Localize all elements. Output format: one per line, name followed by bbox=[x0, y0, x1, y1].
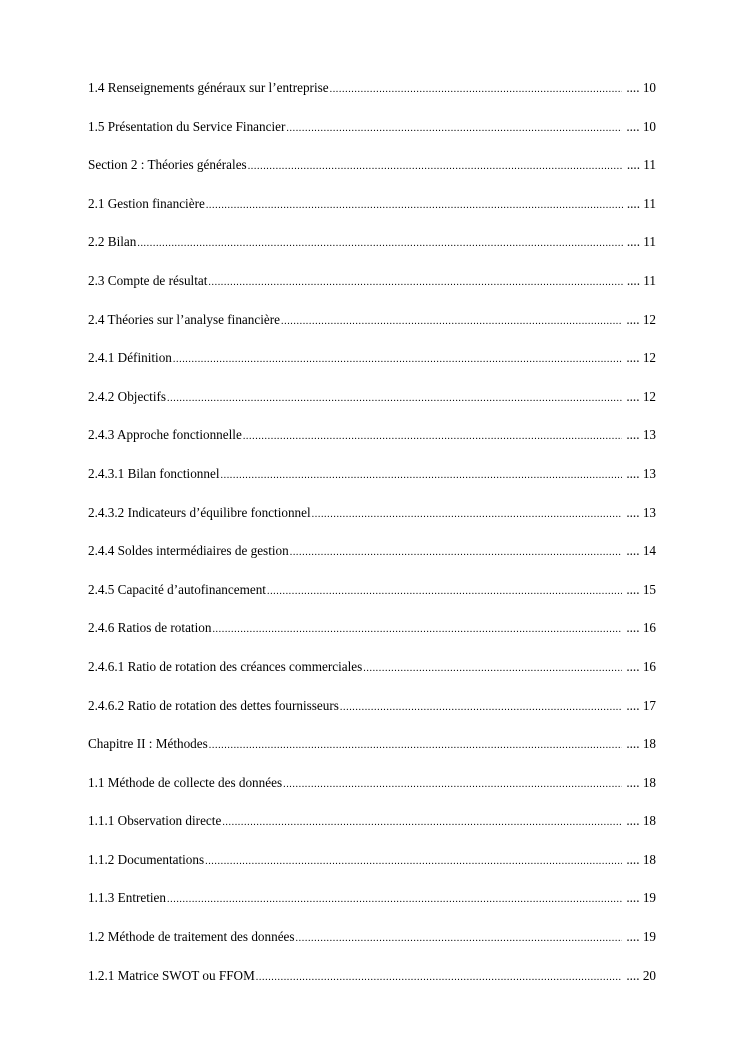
toc-entry[interactable] bbox=[88, 503, 656, 542]
toc-leader-dots bbox=[281, 312, 622, 332]
toc-entry-page: .... 10 bbox=[622, 117, 656, 137]
toc-entry[interactable] bbox=[88, 232, 656, 271]
toc-entry-title: 2.4.3.1 Bilan fonctionnel bbox=[88, 465, 220, 481]
toc-entry-title: 2.4.6 Ratios de rotation bbox=[88, 620, 212, 636]
toc-entry-page: .... 16 bbox=[622, 657, 656, 677]
toc-entry-page: .... 17 bbox=[622, 696, 656, 716]
toc-entry[interactable] bbox=[88, 425, 656, 464]
toc-leader-dots bbox=[137, 234, 622, 254]
toc-leader-dots bbox=[173, 350, 622, 370]
toc-entry-title: 1.1 Méthode de collecte des données bbox=[88, 774, 283, 790]
toc-entry-title: 2.4.3 Approche fonctionnelle bbox=[88, 427, 242, 443]
toc-entry-title: 1.1.1 Observation directe bbox=[88, 813, 222, 829]
toc-entry-title: Section 2 : Théories générales bbox=[88, 157, 247, 173]
toc-entry-title: 2.4 Théories sur l’analyse financière bbox=[88, 311, 280, 327]
toc-leader-dots bbox=[290, 543, 623, 563]
toc-leader-dots bbox=[221, 466, 623, 486]
toc-entry-title: Chapitre II : Méthodes bbox=[88, 736, 208, 752]
toc-entry-page: .... 11 bbox=[623, 232, 656, 252]
toc-leader-dots bbox=[167, 389, 622, 409]
toc-entry-title: 2.4.4 Soldes intermédiaires de gestion bbox=[88, 543, 289, 559]
toc-leader-dots bbox=[208, 273, 622, 293]
toc-entry[interactable] bbox=[88, 927, 656, 966]
toc-entry-title: 2.4.1 Définition bbox=[88, 350, 172, 366]
toc-entry-title: 2.4.5 Capacité d’autofinancement bbox=[88, 581, 266, 597]
toc-leader-dots bbox=[256, 968, 623, 988]
toc-leader-dots bbox=[363, 659, 622, 679]
toc-entry-page: .... 11 bbox=[623, 155, 656, 175]
toc-entry-title: 2.4.6.1 Ratio de rotation des créances commerciales bbox=[88, 658, 363, 674]
toc-entry[interactable] bbox=[88, 155, 656, 194]
toc-leader-dots bbox=[167, 890, 622, 910]
toc-entry-page: .... 12 bbox=[622, 387, 656, 407]
toc-leader-dots bbox=[286, 119, 622, 139]
toc-entry-page: .... 18 bbox=[622, 850, 656, 870]
toc-leader-dots bbox=[222, 813, 622, 833]
toc-entry-page: .... 20 bbox=[622, 966, 656, 986]
toc-entry[interactable] bbox=[88, 117, 656, 156]
toc-leader-dots bbox=[248, 157, 623, 177]
toc-entry[interactable] bbox=[88, 657, 656, 696]
toc-entry-title: 1.2 Méthode de traitement des données bbox=[88, 929, 295, 945]
toc-entry-title: 2.2 Bilan bbox=[88, 234, 137, 250]
toc-leader-dots bbox=[296, 929, 623, 949]
toc-entry-title: 1.1.2 Documentations bbox=[88, 851, 205, 867]
toc-leader-dots bbox=[206, 196, 623, 216]
toc-entry-page: .... 11 bbox=[623, 271, 656, 291]
toc-entry-title: 1.5 Présentation du Service Financier bbox=[88, 118, 286, 134]
toc-entry-title: 2.3 Compte de résultat bbox=[88, 272, 208, 288]
toc-entry-title: 2.4.2 Objectifs bbox=[88, 388, 167, 404]
table-of-contents bbox=[88, 78, 656, 1004]
toc-entry-page: .... 12 bbox=[622, 310, 656, 330]
toc-entry[interactable] bbox=[88, 271, 656, 310]
toc-leader-dots bbox=[209, 736, 623, 756]
toc-entry-page: .... 18 bbox=[622, 811, 656, 831]
toc-entry[interactable] bbox=[88, 194, 656, 233]
toc-leader-dots bbox=[283, 775, 622, 795]
toc-entry[interactable] bbox=[88, 966, 656, 1005]
toc-entry[interactable] bbox=[88, 387, 656, 426]
toc-entry-page: .... 13 bbox=[622, 464, 656, 484]
toc-entry-title: 1.4 Renseignements généraux sur l’entreprise bbox=[88, 80, 329, 95]
toc-entry-page: .... 12 bbox=[622, 348, 656, 368]
toc-entry-page: .... 19 bbox=[622, 927, 656, 947]
toc-leader-dots bbox=[340, 698, 622, 718]
toc-leader-dots bbox=[330, 80, 623, 100]
toc-entry[interactable] bbox=[88, 78, 656, 117]
toc-entry[interactable] bbox=[88, 618, 656, 657]
toc-entry-page: .... 11 bbox=[623, 194, 656, 214]
toc-entry[interactable] bbox=[88, 888, 656, 927]
toc-leader-dots bbox=[243, 427, 623, 447]
toc-leader-dots bbox=[205, 852, 622, 872]
toc-entry-title: 1.2.1 Matrice SWOT ou FFOM bbox=[88, 967, 255, 983]
toc-leader-dots bbox=[267, 582, 622, 602]
toc-entry[interactable] bbox=[88, 348, 656, 387]
toc-entry-page: .... 14 bbox=[622, 541, 656, 561]
toc-entry[interactable] bbox=[88, 696, 656, 735]
toc-entry-page: .... 16 bbox=[622, 618, 656, 638]
toc-entry[interactable] bbox=[88, 541, 656, 580]
toc-entry[interactable] bbox=[88, 773, 656, 812]
toc-entry[interactable] bbox=[88, 850, 656, 889]
toc-entry[interactable] bbox=[88, 310, 656, 349]
toc-entry[interactable] bbox=[88, 464, 656, 503]
toc-entry-title: 2.1 Gestion financière bbox=[88, 195, 205, 211]
toc-entry-page: .... 10 bbox=[622, 78, 656, 98]
toc-entry-title: 2.4.3.2 Indicateurs d’équilibre fonctionnel bbox=[88, 504, 311, 520]
toc-entry[interactable] bbox=[88, 734, 656, 773]
toc-entry-title: 1.1.3 Entretien bbox=[88, 890, 167, 906]
toc-entry-page: .... 18 bbox=[622, 734, 656, 754]
toc-leader-dots bbox=[312, 505, 623, 525]
toc-entry-page: .... 13 bbox=[622, 503, 656, 523]
toc-entry-title: 2.4.6.2 Ratio de rotation des dettes fournisseurs bbox=[88, 697, 339, 713]
toc-entry[interactable] bbox=[88, 580, 656, 619]
toc-entry[interactable] bbox=[88, 811, 656, 850]
toc-entry-page: .... 13 bbox=[622, 425, 656, 445]
toc-entry-page: .... 18 bbox=[622, 773, 656, 793]
toc-entry-page: .... 19 bbox=[622, 888, 656, 908]
toc-leader-dots bbox=[212, 620, 622, 640]
toc-entry-page: .... 15 bbox=[622, 580, 656, 600]
